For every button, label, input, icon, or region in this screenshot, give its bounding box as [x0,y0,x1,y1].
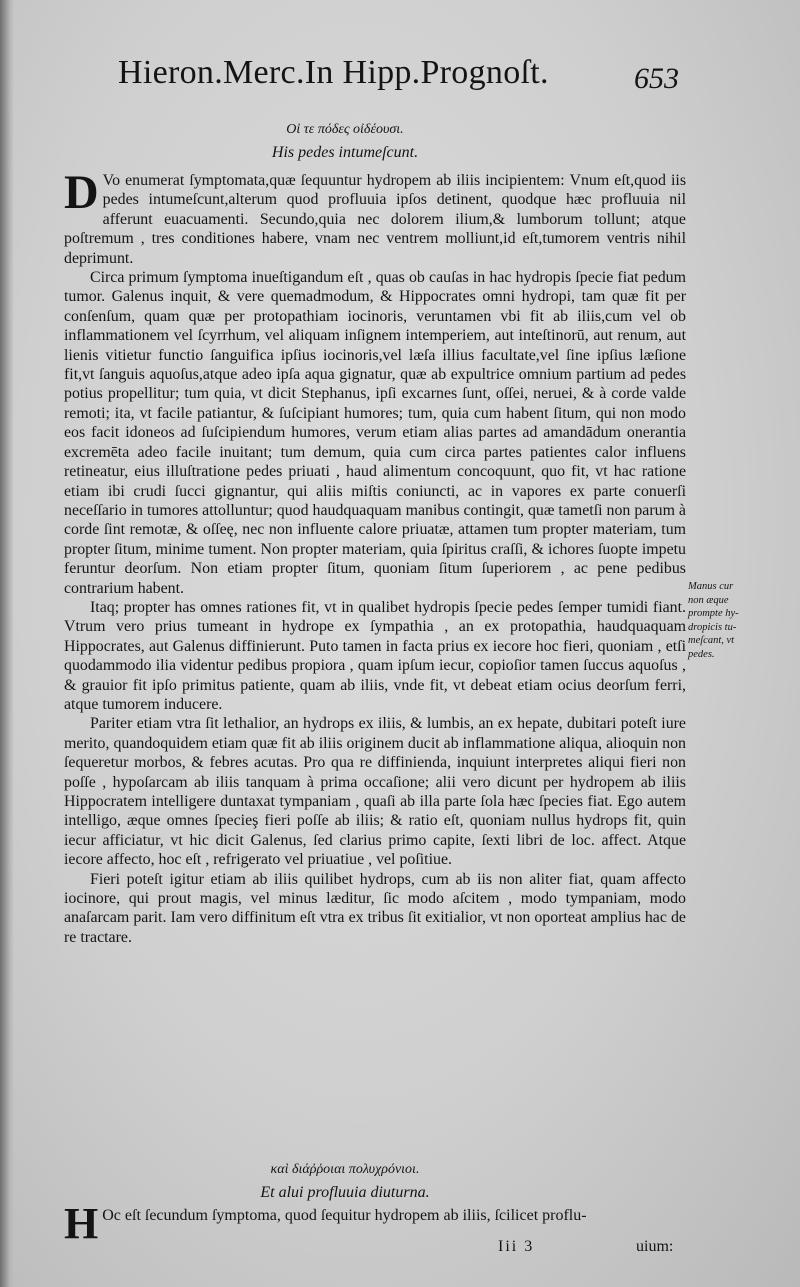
marginal-line: Manus cur [688,581,734,592]
running-head: Hieron.Merc.In Hipp.Prognoſt. [118,54,549,91]
lemma-latin-2: Et alui profluuia diuturna. [260,1184,430,1201]
catchword: uium: [636,1238,674,1255]
paragraph-1 [64,166,686,268]
marginal-note [688,580,760,661]
paragraph-5: Fieri poteſt igitur etiam ab iliis quilibet hydrops, cum ab iis non aliter fiat, quam affecto iocinore, qui prout magis, vel minus læditur, ſic modo aſcitem , modo tympaniam, modo anaſarcam parit. Iam vero diffinitum eſt vtra ex tribus ſit exitialior, vt non oporteat amplius hac de re tractare. [64,870,686,946]
commentary-body [64,166,686,947]
lemma-latin: His pedes intumeſcunt. [271,144,419,161]
marginal-line: prompte hy- [688,608,739,619]
paragraph-text: Vo enumerat ſymptomata,quæ ſequuntur hydropem ab iliis incipientem: Vnum eſt,quod iis pedes intumeſcunt,alterum quod profluuia ipſos detinent, quodque hæc profluuia nil afferunt euacuamenti. Secundo,quia nec dolorem ilium,& lumborum tollunt; atque poſtremum , tres conditiones habere, vnam nec ventrem molliunt,id eſt,tumorem ventris nihil deprimunt. [64,172,686,267]
marginal-line: pedes. [688,648,715,660]
drop-cap-initial: D [64,166,99,219]
paragraph-2: Circa primum ſymptoma inueſtigandum eſt , quas ob cauſas in hac hydropis ſpecie fiat pedum tumor. Galenus inquit, & vere quemadmodum, & Hippocrates omni hydropi, tam quæ fit per conſenſum, quam quæ per protopathiam iocinoris, veruntamen vbi fit ab iliis,cum vel ob inflammationem vel ſcyrrhum, vel aliquam inſignem intemperiem, aut inteſtinorū, aut renum, aut lienis vitietur functio ſanguifica ipſius iocinoris,vel læſa illius facultate,vel ſine ipſius læſione fit,vt ſanguis aquoſus,atque adeo ipſa aqua gignatur, quæ ab expultrice omnium partium ad pedes potius propellitur; tum quia, vt dicit Stephanus, ipſi excarnes ſunt, oſſei, neruei, & à corde valde remoti; ita, vt facile patiantur, & ſuſcipiant humores; tum, quia cum habent ſitum, qui non modo eos facit idoneos ad ſuſcipiendum humores, verum etiam alias partes ad amandādum onerantia excremēta adeo facile inuitant; tum demum, quia cum circa partes patientes calor influens retineatur, eius illuſtratione pedes priuati , haud alimentum concoquunt, quo fit, vt hac ratione etiam ibi crudi ſucci gignantur, qui aliis miſtis coniuncti, ac in vapores ex parte conuerſi neceſſario in tumores attolluntur; quod haudquaquam manibus contingit, quæ tametſi non parum à corde ſint remotæ, & oſſeę, nec non influente calore priuatæ, attamen tum propter materiam, tum propter ſitum, minime tument. Non propter materiam, quia ſpiritus craſſi, & ichores ſuopte impetu feruntur deorſum. Non etiam propter ſitum, quoniam ſitum ſuperiorem , ac pene pedibus contrarium habent. [64,269,686,597]
signature-mark: Iii 3 [498,1238,535,1255]
marginal-line: non æque [688,594,729,606]
paragraph-3: Itaq; propter has omnes rationes fit, vt in qualibet hydropis ſpecie pedes ſemper tumidi fiant. Vtrum vero prius tumeant in hydrope ex ſympathia , an ex protopathia, haudquaquam Hippocrates, aut Galenus diffinierunt. Puto tamen in facta prius ex iecore hoc fieri, quoniam , etſi quodammodo ilia videntur pedibus propiora , quam ipſum iecur, copioſior tamen ſuccus aquoſus , & grauior fit ipſo primitus patiente, quam ab iliis, vnde fit, vt debeat etiam ocius deorſum ferri, atque tumorem inducere. [64,598,686,713]
paragraph-4: Pariter etiam vtra ſit lethalior, an hydrops ex iliis, & lumbis, an ex hepate, dubitari poteſt iure merito, quandoquidem etiam quæ fit ab iliis originem ducit ab inflammatione aliqua, alioquin non ſequeretur morbos, & febres acutas. Pro qua re diffinienda, inquiunt interpretes aliqui fieri non poſſe , hypoſarcam ab iliis tanquam à prima occaſione; alii vero dicunt per hydropem ab iliis Hippocratem intelligere duntaxat tympaniam , quaſi ab illa parte ſola hæc ſpecies fiat. Ego autem intelligo, æque omnes ſpecieş fieri poſſe ab iliis; & ratio eſt, quoniam nullus hydrops fit, quin iecur afficiatur, vt hic dicit Galenus, ſed clarius primo capite, ſexti libri de loc. affect. Atque iecore affecto, hoc eſt , refrigerato vel priuatiue , vel poſitiue. [64,715,686,869]
page-gutter-shadow [0,0,14,1287]
marginal-line: meſcant, vt [688,635,735,646]
drop-cap-initial: H [64,1199,99,1248]
paragraph-text: Oc eſt ſecundum ſymptoma, quod ſequitur hydropem ab iliis, ſcilicet proflu- [102,1207,587,1224]
page-number: 653 [634,62,679,95]
lemma-greek: Οἱ τε πόδες οἰδέουσι. [286,122,404,137]
marginal-line: dropicis tu- [688,621,737,633]
lemma-greek-2: καὶ διάῤῥοιαι πολυχρόνιοι. [270,1162,420,1177]
